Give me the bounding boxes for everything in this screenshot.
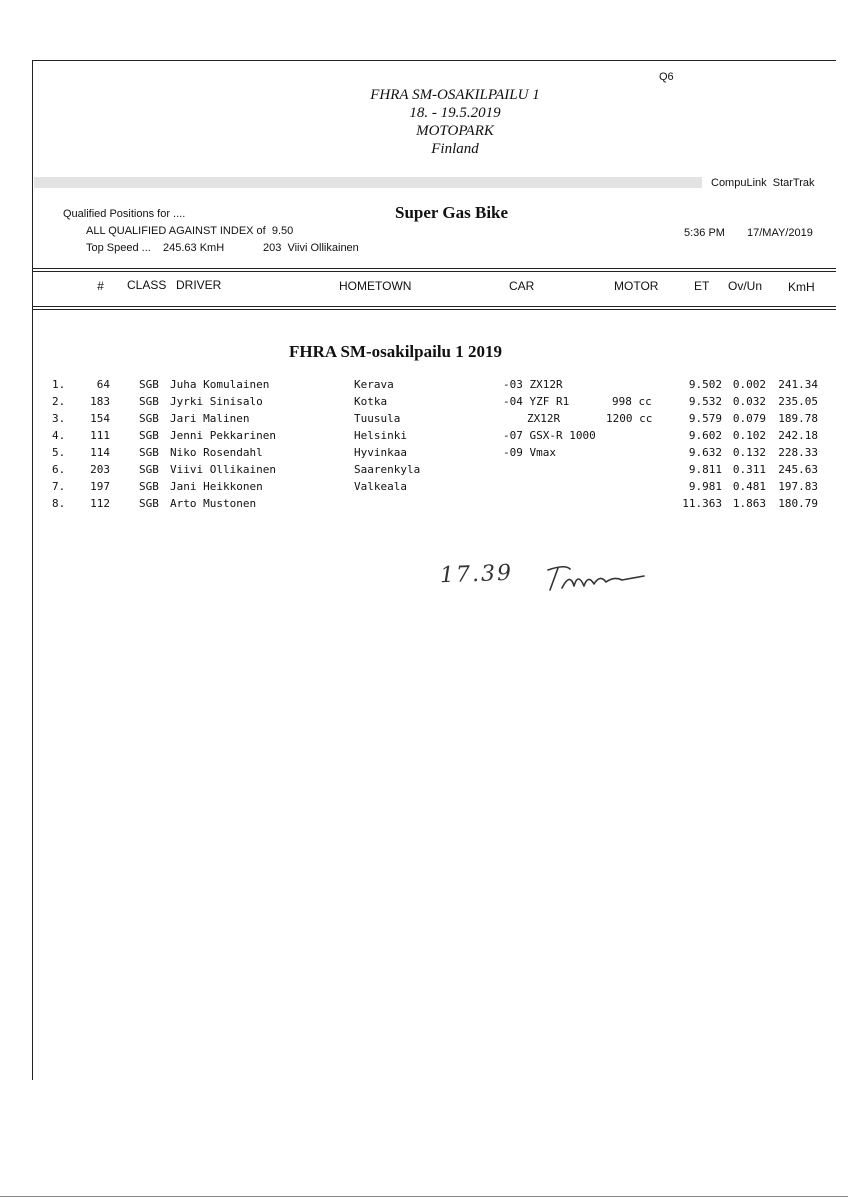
car-number: 114 — [90, 446, 110, 459]
frame-header-divider-2 — [32, 271, 836, 272]
driver-name: Viivi Ollikainen — [170, 463, 276, 476]
ovun-value: 0.132 — [732, 446, 766, 459]
frame-top-line — [32, 60, 836, 61]
driver-name: Jenni Pekkarinen — [170, 429, 276, 442]
car-number: 64 — [96, 378, 110, 391]
ovun-value: 0.079 — [732, 412, 766, 425]
ovun-value: 0.481 — [732, 480, 766, 493]
class-code: SGB — [139, 463, 159, 476]
driver-name: Jyrki Sinisalo — [170, 395, 263, 408]
et-value: 11.363 — [682, 497, 722, 510]
table-row — [0, 446, 848, 463]
driver-name: Arto Mustonen — [170, 497, 257, 510]
col-motor: MOTOR — [614, 279, 659, 293]
ovun-value: 0.311 — [732, 463, 766, 476]
car-number: 203 — [90, 463, 110, 476]
motor: 998 cc — [612, 395, 652, 408]
car-model: ZX12R — [527, 412, 561, 425]
kmh-value: 242.18 — [778, 429, 818, 442]
kmh-value: 189.78 — [778, 412, 818, 425]
table-row — [0, 378, 848, 395]
motor: 1200 cc — [606, 412, 653, 425]
ovun-value: 0.002 — [732, 378, 766, 391]
class-code: SGB — [139, 446, 159, 459]
kmh-value: 241.34 — [778, 378, 818, 391]
et-value: 9.502 — [688, 378, 722, 391]
index-line: ALL QUALIFIED AGAINST INDEX of 9.50 — [86, 225, 294, 237]
dotted-band — [34, 177, 702, 188]
hometown: Kerava — [354, 378, 394, 391]
car-model: -07 GSX-R 1000 — [503, 429, 596, 442]
class-code: SGB — [139, 497, 159, 510]
ovun-value: 0.102 — [732, 429, 766, 442]
hometown: Saarenkyla — [354, 463, 421, 476]
col-num: # — [97, 279, 104, 293]
class-code: SGB — [139, 395, 159, 408]
hometown: Tuusula — [354, 412, 401, 425]
table-row — [0, 497, 848, 514]
top-speed-value: 245.63 KmH — [163, 242, 225, 254]
car-number: 197 — [90, 480, 110, 493]
event-country: Finland — [431, 141, 479, 157]
event-venue: MOTOPARK — [416, 123, 494, 139]
car-number: 183 — [90, 395, 110, 408]
position: 4. — [52, 429, 66, 442]
car-number: 111 — [90, 429, 110, 442]
car-model: -04 YZF R1 — [503, 395, 570, 408]
position: 3. — [52, 412, 66, 425]
col-car: CAR — [509, 279, 535, 293]
kmh-value: 228.33 — [778, 446, 818, 459]
position: 1. — [52, 378, 66, 391]
section-title: FHRA SM-osakilpailu 1 2019 — [289, 342, 503, 361]
et-value: 9.981 — [688, 480, 722, 493]
sheet-code: Q6 — [659, 71, 674, 83]
driver-name: Jari Malinen — [170, 412, 250, 425]
frame-header-divider — [32, 268, 836, 269]
top-speed-label: Top Speed ... — [86, 242, 151, 254]
class-code: SGB — [139, 378, 159, 391]
col-ovun: Ov/Un — [728, 279, 763, 293]
signature-icon — [540, 560, 660, 600]
car-model: -09 Vmax — [503, 446, 556, 459]
position: 8. — [52, 497, 66, 510]
handwritten-note — [440, 560, 660, 600]
table-row — [0, 412, 848, 429]
table-row — [0, 463, 848, 480]
kmh-value: 180.79 — [778, 497, 818, 510]
driver-name: Jani Heikkonen — [170, 480, 263, 493]
hometown: Kotka — [354, 395, 388, 408]
class-code: SGB — [139, 429, 159, 442]
et-value: 9.532 — [688, 395, 722, 408]
event-dates: 18. - 19.5.2019 — [409, 105, 501, 121]
columns-divider-2 — [32, 309, 836, 310]
et-value: 9.579 — [688, 412, 722, 425]
ovun-value: 0.032 — [732, 395, 766, 408]
car-number: 154 — [90, 412, 110, 425]
qualified-for-label: Qualified Positions for .... — [63, 208, 186, 220]
car-model: -03 ZX12R — [503, 378, 563, 391]
position: 2. — [52, 395, 66, 408]
table-row — [0, 395, 848, 412]
class-code: SGB — [139, 480, 159, 493]
event-title: FHRA SM-OSAKILPAILU 1 — [370, 87, 540, 103]
report-time: 5:36 PM — [684, 227, 725, 239]
columns-divider — [32, 306, 836, 307]
ovun-value: 1.863 — [732, 497, 766, 510]
kmh-value: 197.83 — [778, 480, 818, 493]
kmh-value: 235.05 — [778, 395, 818, 408]
et-value: 9.811 — [688, 463, 722, 476]
driver-name: Juha Komulainen — [170, 378, 270, 391]
car-number: 112 — [90, 497, 110, 510]
hometown: Hyvinkaa — [354, 446, 407, 459]
frame-left-line — [32, 60, 33, 1080]
class-name: Super Gas Bike — [395, 203, 509, 222]
et-value: 9.602 — [688, 429, 722, 442]
col-kmh: KmH — [788, 280, 815, 294]
system-name: CompuLink StarTrak — [711, 177, 815, 189]
position: 6. — [52, 463, 66, 476]
class-code: SGB — [139, 412, 159, 425]
col-driver: DRIVER — [176, 278, 222, 292]
et-value: 9.632 — [688, 446, 722, 459]
table-row — [0, 480, 848, 497]
page-bottom-line — [0, 1196, 848, 1197]
col-class: CLASS — [127, 278, 167, 292]
col-et: ET — [694, 279, 710, 293]
hometown: Helsinki — [354, 429, 407, 442]
hometown: Valkeala — [354, 480, 407, 493]
kmh-value: 245.63 — [778, 463, 818, 476]
report-date: 17/MAY/2019 — [747, 227, 813, 239]
position: 7. — [52, 480, 66, 493]
driver-name: Niko Rosendahl — [170, 446, 263, 459]
table-row — [0, 429, 848, 446]
col-hometown: HOMETOWN — [339, 279, 412, 293]
top-speed-driver: 203 Viivi Ollikainen — [263, 242, 359, 254]
handwritten-time: 17.39 — [439, 560, 514, 589]
position: 5. — [52, 446, 66, 459]
